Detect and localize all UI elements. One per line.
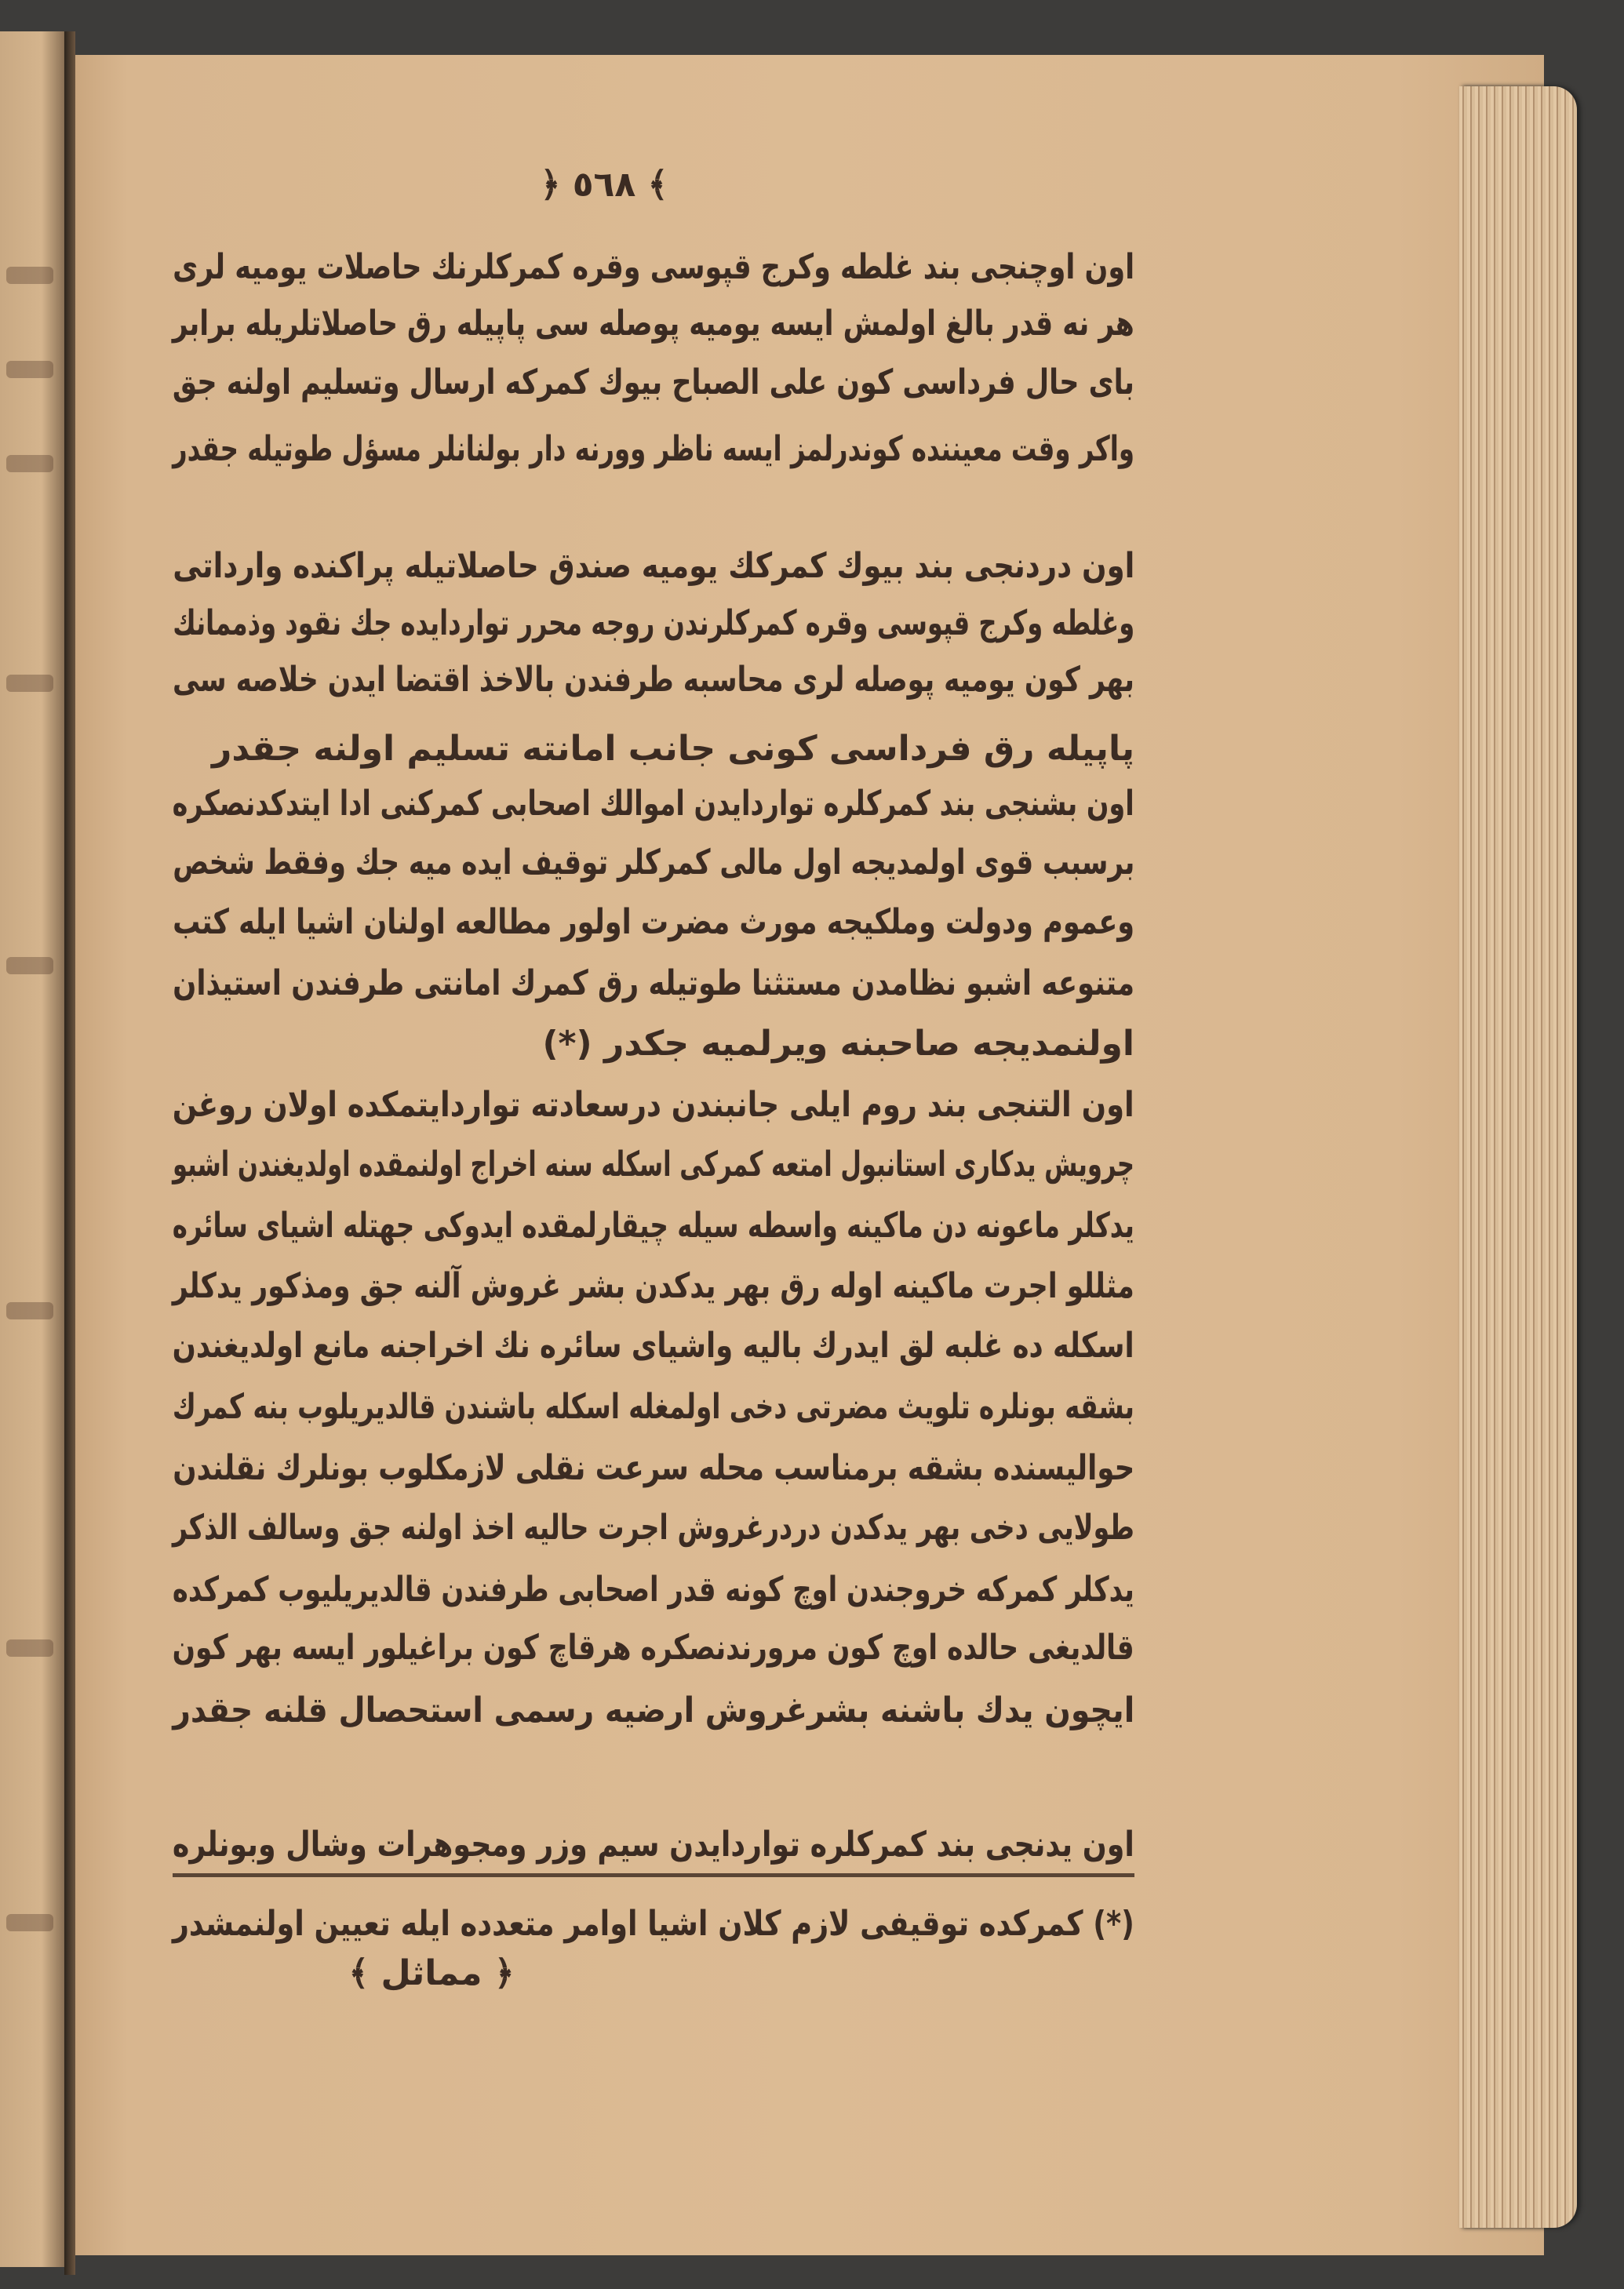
text-line: بهر کون یومیه پوصله لری محاسبه طرفندن بالاخذ اقتضا ایدن خلاصه سی (173, 660, 1134, 700)
text-line: بای حال فرداسی کون علی الصباح بیوك کمرکه ارسال وتسلیم اولنه جق (173, 362, 1134, 402)
text-line: چرویش یدکاری استانبول امتعه کمرکی اسکله سنه اخراج اولنمقده اولدیغندن اشبو (173, 1144, 1134, 1185)
text-line: وغلطه وکرج قپوسی وقره کمرکلرندن روجه محرر تواردایده جك نقود وذممانك (173, 603, 1134, 643)
text-line: اون اوچنجی بند غلطه وکرج قپوسی وقره کمرکلرنك حاصلات یومیه لری (173, 247, 1134, 287)
footnote: (*) کمرکده توقیفی لازم کلان اشیا اوامر متعدده ایله تعیین اولنمشدر (173, 1904, 1134, 1944)
text-line: برسبب قوی اولمدیجه اول مالی کمرکلر توقیف ایده میه جك وفقط شخص (173, 842, 1134, 882)
text-line: اون یدنجی بند کمرکلره تواردایدن سیم وزر ومجوهرات وشال وبونلره (173, 1825, 1134, 1865)
text-line: اولنمدیجه صاحبنه ویرلمیه جکدر (*) (542, 1024, 1134, 1064)
footnote-divider (173, 1873, 1134, 1877)
text-line: قالدیغی حالده اوچ کون مرورندنصکره هرقاچ کون براغیلور ایسه بهر کون (173, 1628, 1134, 1668)
text-line: ایچون یدك باشنه بشرغروش ارضیه رسمی استحصال قلنه جقدر (173, 1690, 1134, 1730)
catchword: ﴿ مماثل ﴾ (348, 1953, 515, 1993)
page-stack-edges (1459, 86, 1577, 2228)
text-line: اون بشنجی بند کمرکلره تواردایدن اموالك اصحابی کمرکنی ادا ایتدکدنصکره (173, 784, 1134, 824)
text-line: اون دردنجی بند بیوك کمرکك یومیه صندق حاصلاتیله پراکنده وارداتی (173, 546, 1134, 586)
text-line: اسکله ده غلبه لق ایدرك بالیه واشیای سائره نك اخراجنه مانع اولدیغندن (173, 1326, 1134, 1366)
text-line: مثللو اجرت ماکینه اوله رق بهر یدکدن بشر غروش آلنه جق ومذکور یدکلر (173, 1266, 1134, 1306)
text-line: طولایی دخی بهر یدکدن دردرغروش اجرت حالیه اخذ اولنه جق وسالف الذکر (173, 1508, 1134, 1548)
text-line: وعموم ودولت وملکیجه مورث مضرت اولور مطالعه اولنان اشیا ایله کتب (173, 902, 1134, 942)
text-line: متنوعه اشبو نظامدن مستثنا طوتیله رق کمرك امانتی طرفندن استیذان (173, 963, 1134, 1003)
page-number: ﴿ ٥٦٨ ﴾ (540, 165, 668, 205)
text-line: هر نه قدر بالغ اولمش ایسه یومیه پوصله سی پاپیله رق حاصلاتلریله برابر (173, 304, 1134, 344)
text-line: واکر وقت معیننده کوندرلمز ایسه ناظر وورنه دار بولنانلر مسؤل طوتیله جقدر (173, 429, 1134, 469)
text-line: اون التنجی بند روم ایلی جانبندن درسعادته تواردایتمکده اولان روغن (173, 1085, 1134, 1125)
text-line: حوالیسنده بشقه برمناسب محله سرعت نقلی لازمکلوب بونلرك نقلندن (173, 1448, 1134, 1488)
text-line: پاپیله رق فرداسی کونی جانب امانته تسلیم اولنه جقدر (211, 729, 1134, 769)
text-line: یدکلر ماعونه دن ماکینه واسطه سیله چیقارلمقده ایدوکی جهتله اشیای سائره (173, 1206, 1134, 1246)
text-line: یدکلر کمرکه خروجندن اوچ کونه قدر اصحابی طرفندن قالدیریلیوب کمرکده (173, 1570, 1134, 1610)
text-line: بشقه بونلره تلویث مضرتی دخی اولمغله اسکله باشندن قالدیریلوب بنه کمرك (173, 1387, 1134, 1427)
